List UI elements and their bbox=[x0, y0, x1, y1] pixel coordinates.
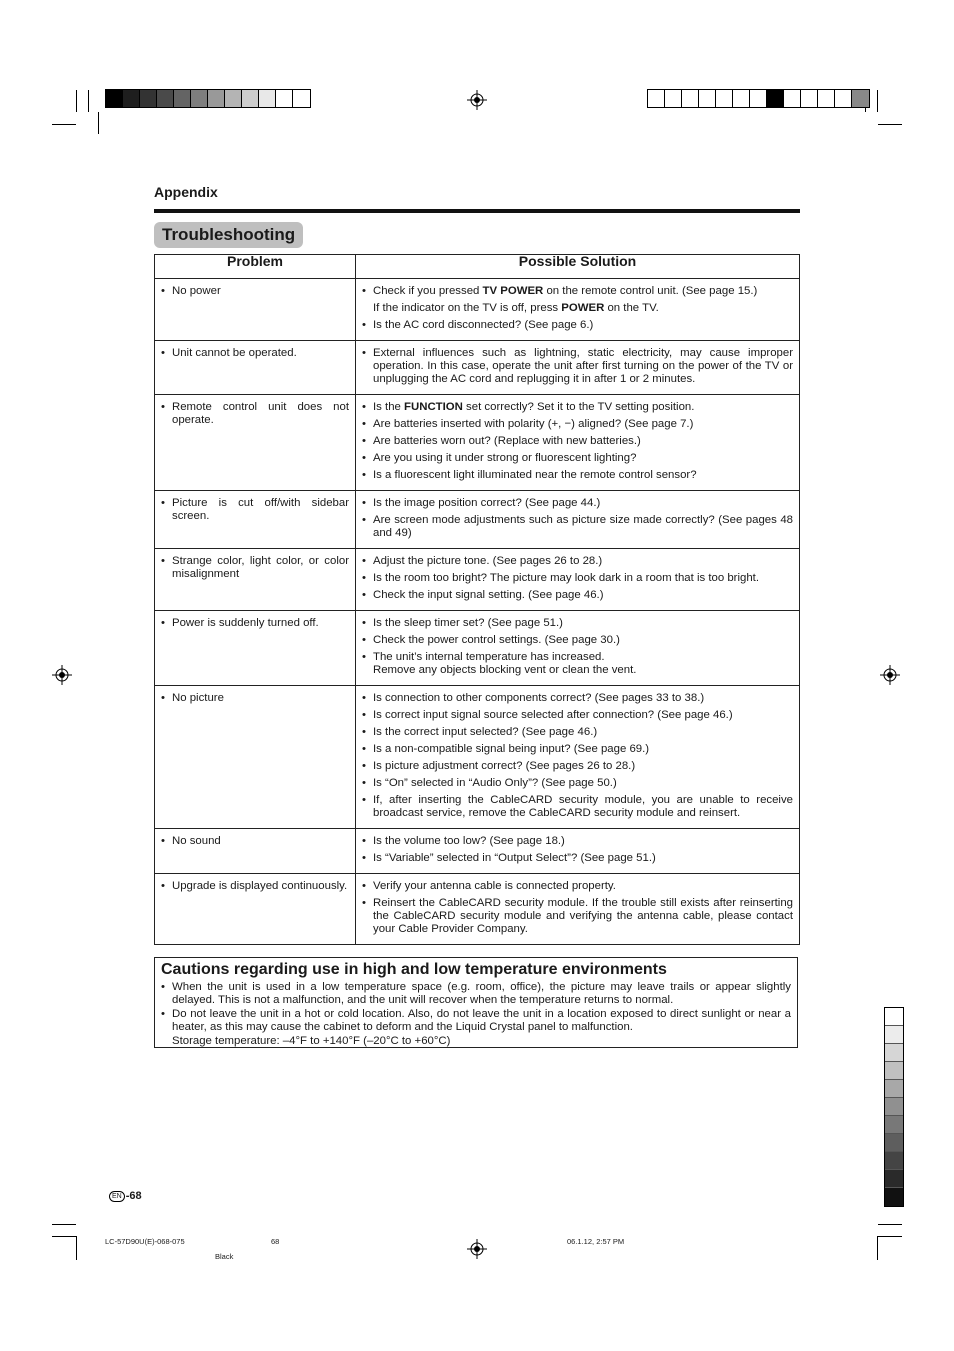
color-swatch bbox=[123, 90, 140, 107]
solution-cell bbox=[356, 829, 800, 874]
color-swatch bbox=[885, 1062, 903, 1080]
color-swatch bbox=[885, 1152, 903, 1170]
print-date: 06.1.12, 2:57 PM bbox=[567, 1237, 625, 1246]
problem-cell bbox=[155, 874, 356, 945]
table-row bbox=[155, 686, 800, 829]
solution-item: • Are screen mode adjustments such as picture size made correctly? (See pages 48 and 49) bbox=[362, 514, 793, 540]
color-swatch bbox=[733, 90, 750, 107]
color-swatch bbox=[750, 90, 767, 107]
color-swatch bbox=[885, 1026, 903, 1044]
table-row bbox=[155, 279, 800, 341]
solution-item: • Is connection to other components correct? (See pages 33 to 38.) bbox=[362, 692, 793, 705]
column-header-problem: Problem bbox=[155, 255, 356, 279]
registration-mark-icon bbox=[52, 665, 72, 685]
solution-item: • The unit’s internal temperature has increased. Remove any objects blocking vent or clean the vent. bbox=[362, 651, 793, 677]
crop-mark bbox=[52, 124, 76, 125]
column-header-solution: Possible Solution bbox=[356, 255, 800, 279]
page-title: Troubleshooting bbox=[154, 222, 303, 248]
solution-cell bbox=[356, 279, 800, 341]
solution-item: • Is a fluorescent light illuminated near the remote control sensor? bbox=[362, 469, 793, 482]
registration-mark-icon bbox=[467, 90, 487, 110]
crop-mark bbox=[878, 1236, 902, 1237]
solution-item: • Are batteries worn out? (Replace with new batteries.) bbox=[362, 435, 793, 448]
color-swatch bbox=[648, 90, 665, 107]
color-swatch bbox=[885, 1116, 903, 1134]
color-swatch bbox=[682, 90, 699, 107]
problem-cell bbox=[155, 279, 356, 341]
solution-item: • Verify your antenna cable is connected property. bbox=[362, 880, 793, 893]
solution-cell bbox=[356, 686, 800, 829]
color-calibration-bar bbox=[647, 89, 870, 108]
problem-cell bbox=[155, 829, 356, 874]
solution-item: • Is picture adjustment correct? (See pages 26 to 28.) bbox=[362, 760, 793, 773]
problem-cell bbox=[155, 395, 356, 491]
cautions-box bbox=[154, 957, 798, 1048]
solution-item: • Is the FUNCTION set correctly? Set it to the TV setting position. bbox=[362, 401, 793, 414]
section-label: Appendix bbox=[154, 184, 218, 200]
color-swatch bbox=[174, 90, 191, 107]
color-swatch bbox=[716, 90, 733, 107]
color-swatch bbox=[818, 90, 835, 107]
solution-item: • Is “Variable” selected in “Output Select”? (See page 51.) bbox=[362, 852, 793, 865]
crop-mark bbox=[878, 1224, 902, 1225]
solution-item: • Adjust the picture tone. (See pages 26 to 28.) bbox=[362, 555, 793, 568]
color-swatch bbox=[665, 90, 682, 107]
crop-mark bbox=[76, 90, 77, 112]
crop-mark bbox=[98, 112, 99, 134]
color-swatch bbox=[767, 90, 784, 107]
cautions-list bbox=[161, 981, 791, 1048]
solution-item: • Is the image position correct? (See page 44.) bbox=[362, 497, 793, 510]
solution-item: • Is a non-compatible signal being input? (See page 69.) bbox=[362, 743, 793, 756]
color-swatch bbox=[885, 1134, 903, 1152]
color-swatch bbox=[699, 90, 716, 107]
color-swatch bbox=[276, 90, 293, 107]
crop-mark bbox=[878, 124, 902, 125]
color-swatch bbox=[106, 90, 123, 107]
page-number-value: -68 bbox=[125, 1190, 142, 1202]
table-row bbox=[155, 341, 800, 395]
solution-item: • Is the sleep timer set? (See page 51.) bbox=[362, 617, 793, 630]
solution-cell bbox=[356, 611, 800, 686]
solution-cell bbox=[356, 874, 800, 945]
color-swatch bbox=[885, 1170, 903, 1188]
solution-item: • Check if you pressed TV POWER on the remote control unit. (See page 15.) If the indicator on the TV is off, press POWER on the TV. bbox=[362, 285, 793, 315]
solution-cell bbox=[356, 491, 800, 549]
solution-item: • Check the input signal setting. (See page 46.) bbox=[362, 589, 793, 602]
solution-item: • Check the power control settings. (See page 30.) bbox=[362, 634, 793, 647]
registration-mark-icon bbox=[880, 665, 900, 685]
solution-item: • Is the AC cord disconnected? (See page 6.) bbox=[362, 319, 793, 332]
problem-cell bbox=[155, 491, 356, 549]
table-row bbox=[155, 549, 800, 611]
table-row bbox=[155, 491, 800, 549]
crop-mark bbox=[88, 90, 89, 112]
color-swatch bbox=[885, 1008, 903, 1026]
troubleshooting-table bbox=[154, 254, 800, 945]
color-swatch bbox=[784, 90, 801, 107]
solution-item: • Are batteries inserted with polarity (+, −) aligned? (See page 7.) bbox=[362, 418, 793, 431]
list-item: • When the unit is used in a low temperature space (e.g. room, office), the picture may leave trails or appear slightly delayed. This is not a malfunction, and the unit will recover when the temperature returns to normal. bbox=[161, 981, 791, 1008]
problem-text: • Power is suddenly turned off. bbox=[161, 617, 349, 630]
solution-item: • If, after inserting the CableCARD security module, you are unable to receive broadcast service, remove the CableCARD security module and reinsert. bbox=[362, 794, 793, 820]
solution-item: • External influences such as lightning, static electricity, may cause improper operation. In this case, operate the unit after first turning on the power of the TV or unplugging the AC cord and replugging it in after 1 or 2 minutes. bbox=[362, 347, 793, 386]
color-swatch bbox=[852, 90, 869, 107]
table-row bbox=[155, 829, 800, 874]
problem-text: • Upgrade is displayed continuously. bbox=[161, 880, 349, 893]
table-row bbox=[155, 611, 800, 686]
solution-item: • Are you using it under strong or fluorescent lighting? bbox=[362, 452, 793, 465]
print-plate: Black bbox=[215, 1252, 234, 1261]
solution-item: • Reinsert the CableCARD security module. If the trouble still exists after reinserting the CableCARD security module and verifying the antenna cable, please contact your Cable Provider Company. bbox=[362, 897, 793, 936]
problem-text: • Strange color, light color, or color misalignment bbox=[161, 555, 349, 581]
crop-mark bbox=[52, 1224, 76, 1225]
problem-text: • Unit cannot be operated. bbox=[161, 347, 349, 360]
color-swatch bbox=[885, 1098, 903, 1116]
color-swatch bbox=[157, 90, 174, 107]
color-swatch bbox=[191, 90, 208, 107]
problem-text: • Picture is cut off/with sidebar screen. bbox=[161, 497, 349, 523]
page-number bbox=[109, 1190, 142, 1202]
solution-cell bbox=[356, 549, 800, 611]
problem-cell bbox=[155, 686, 356, 829]
problem-text: • No picture bbox=[161, 692, 349, 705]
color-swatch bbox=[801, 90, 818, 107]
problem-text: • No sound bbox=[161, 835, 349, 848]
color-swatch bbox=[259, 90, 276, 107]
table-row bbox=[155, 395, 800, 491]
solution-item: • Is the correct input selected? (See page 46.) bbox=[362, 726, 793, 739]
problem-cell bbox=[155, 341, 356, 395]
problem-text: • No power bbox=[161, 285, 349, 298]
problem-cell bbox=[155, 611, 356, 686]
solution-item: • Is “On” selected in “Audio Only”? (See page 50.) bbox=[362, 777, 793, 790]
registration-mark-icon bbox=[467, 1239, 487, 1259]
crop-mark bbox=[877, 90, 878, 112]
solution-item: • Is the volume too low? (See page 18.) bbox=[362, 835, 793, 848]
crop-mark bbox=[877, 1236, 878, 1260]
color-swatch bbox=[835, 90, 852, 107]
solution-cell bbox=[356, 395, 800, 491]
list-item: • Do not leave the unit in a hot or cold location. Also, do not leave the unit in a location exposed to direct sunlight or near a heater, as this may cause the cabinet to deform and the Liquid Crystal panel to malfunction. Storage temperature: –4°F to +140°F (–20°C to +60°C) bbox=[161, 1008, 791, 1048]
print-page: 68 bbox=[271, 1237, 280, 1246]
color-calibration-bar bbox=[105, 89, 311, 108]
crop-mark bbox=[76, 1236, 77, 1260]
solution-item: • Is correct input signal source selected after connection? (See page 46.) bbox=[362, 709, 793, 722]
color-swatch bbox=[208, 90, 225, 107]
color-swatch bbox=[225, 90, 242, 107]
storage-temperature: Storage temperature: –4°F to +140°F (–20°C to +60°C) bbox=[172, 1034, 451, 1047]
color-swatch bbox=[885, 1188, 903, 1206]
color-swatch bbox=[242, 90, 259, 107]
language-badge: EN bbox=[109, 1191, 125, 1202]
color-swatch bbox=[293, 90, 310, 107]
color-swatch bbox=[140, 90, 157, 107]
table-row bbox=[155, 874, 800, 945]
color-swatch bbox=[885, 1080, 903, 1098]
print-file-name: LC-57D90U(E)-068-075 bbox=[105, 1237, 185, 1246]
section-rule bbox=[154, 209, 800, 213]
color-swatch bbox=[885, 1044, 903, 1062]
problem-cell bbox=[155, 549, 356, 611]
solution-item: • Is the room too bright? The picture may look dark in a room that is too bright. bbox=[362, 572, 793, 585]
cautions-title: Cautions regarding use in high and low temperature environments bbox=[161, 961, 667, 978]
crop-mark bbox=[52, 1236, 76, 1237]
solution-cell bbox=[356, 341, 800, 395]
gray-scale-bar bbox=[884, 1007, 904, 1207]
problem-text: • Remote control unit does not operate. bbox=[161, 401, 349, 427]
